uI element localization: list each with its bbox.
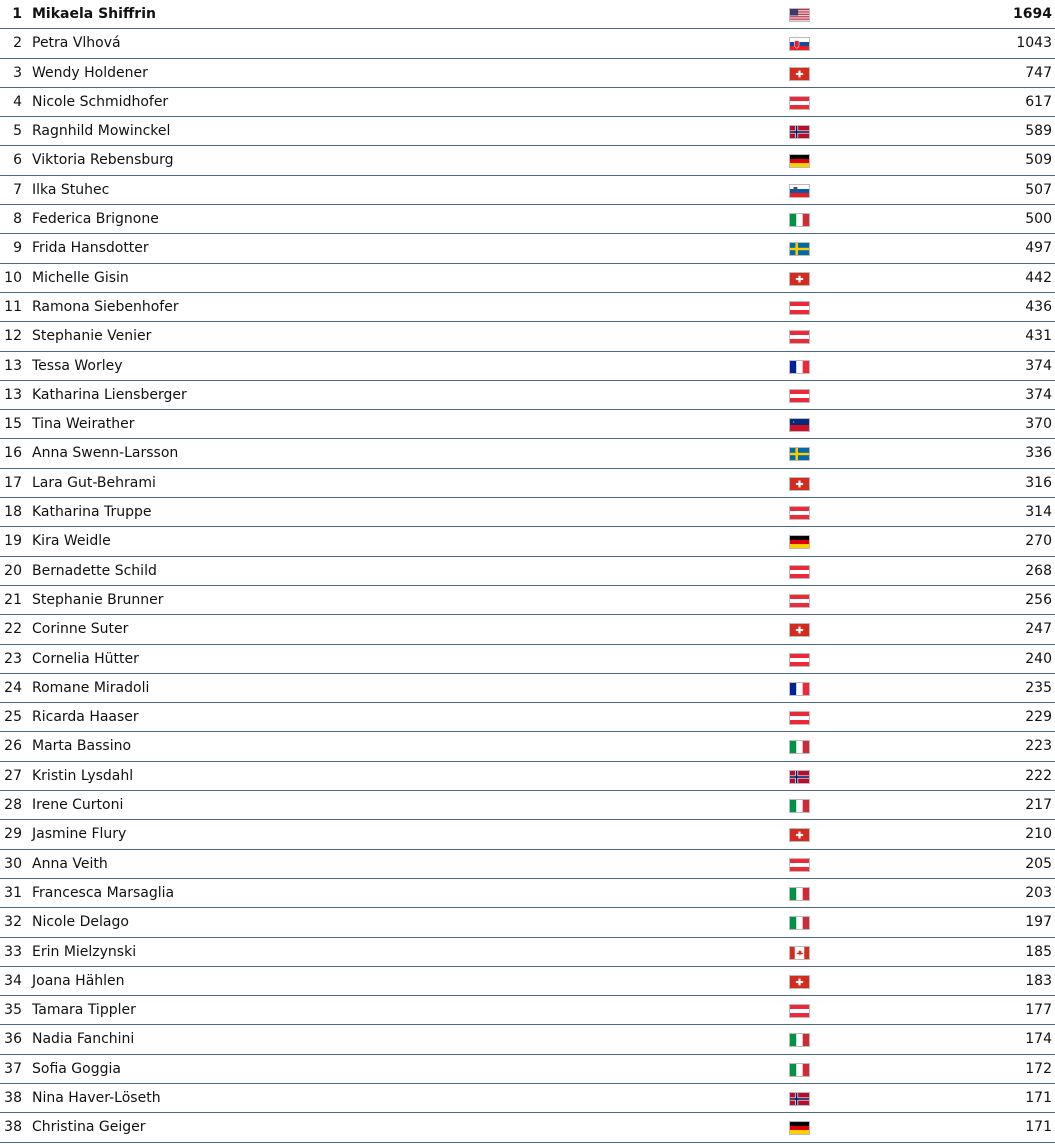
table-row xyxy=(0,879,1055,908)
table-row xyxy=(0,322,1055,351)
table-row xyxy=(0,703,1055,732)
rank-cell: 38 xyxy=(4,1089,22,1106)
points-cell: 436 xyxy=(1025,298,1052,315)
rank-cell: 34 xyxy=(4,972,22,989)
athlete-name: Cornelia Hütter xyxy=(32,650,139,667)
austria-flag-icon xyxy=(789,330,810,344)
athlete-name: Anna Veith xyxy=(32,855,108,872)
table-row xyxy=(0,59,1055,88)
rank-cell: 31 xyxy=(4,884,22,901)
athlete-name: Erin Mielzynski xyxy=(32,943,137,960)
sweden-flag-icon xyxy=(789,242,810,256)
table-row xyxy=(0,615,1055,644)
switzerland-flag-icon xyxy=(789,272,810,286)
points-cell: 316 xyxy=(1025,474,1052,491)
rank-cell: 12 xyxy=(4,328,22,345)
points-cell: 171 xyxy=(1025,1089,1052,1106)
athlete-name: Stephanie Venier xyxy=(32,328,152,345)
rank-cell: 15 xyxy=(4,416,22,433)
table-row xyxy=(0,352,1055,381)
rank-cell: 18 xyxy=(4,504,22,521)
athlete-name: Francesca Marsaglia xyxy=(32,884,175,901)
switzerland-flag-icon xyxy=(789,67,810,81)
rank-cell: 26 xyxy=(4,738,22,755)
germany-flag-icon xyxy=(789,535,810,549)
rank-cell: 35 xyxy=(4,1002,22,1019)
rank-cell: 32 xyxy=(4,914,22,931)
switzerland-flag-icon xyxy=(789,623,810,637)
athlete-name: Bernadette Schild xyxy=(32,562,157,579)
points-cell: 509 xyxy=(1025,152,1052,169)
table-row xyxy=(0,762,1055,791)
germany-flag-icon xyxy=(789,1121,810,1135)
athlete-name: Ramona Siebenhofer xyxy=(32,298,179,315)
norway-flag-icon xyxy=(789,125,810,139)
points-cell: 247 xyxy=(1025,621,1052,638)
athlete-name: Wendy Holdener xyxy=(32,64,148,81)
points-cell: 171 xyxy=(1025,1119,1052,1136)
table-row xyxy=(0,146,1055,175)
points-cell: 1694 xyxy=(1013,6,1052,22)
austria-flag-icon xyxy=(789,506,810,520)
rank-cell: 27 xyxy=(4,767,22,784)
athlete-name: Katharina Liensberger xyxy=(32,386,187,403)
canada-flag-icon xyxy=(789,946,810,960)
athlete-name: Federica Brignone xyxy=(32,211,159,228)
rank-cell: 8 xyxy=(13,211,22,228)
rank-cell: 13 xyxy=(4,386,22,403)
switzerland-flag-icon xyxy=(789,828,810,842)
athlete-name: Marta Bassino xyxy=(32,738,132,755)
athlete-name: Romane Miradoli xyxy=(32,679,150,696)
table-row xyxy=(0,645,1055,674)
athlete-name: Nina Haver-Löseth xyxy=(32,1089,161,1106)
rank-cell: 33 xyxy=(4,943,22,960)
athlete-name: Michelle Gisin xyxy=(32,269,129,286)
rank-cell: 6 xyxy=(13,152,22,169)
rank-cell: 28 xyxy=(4,797,22,814)
rank-cell: 10 xyxy=(4,269,22,286)
table-row xyxy=(0,820,1055,849)
rank-cell: 2 xyxy=(13,35,22,52)
points-cell: 374 xyxy=(1025,357,1052,374)
table-row xyxy=(0,293,1055,322)
points-cell: 240 xyxy=(1025,650,1052,667)
athlete-name: Irene Curtoni xyxy=(32,797,124,814)
athlete-name: Ragnhild Mowinckel xyxy=(32,123,171,140)
table-row xyxy=(0,732,1055,761)
points-cell: 1043 xyxy=(1016,35,1052,52)
points-cell: 183 xyxy=(1025,972,1052,989)
athlete-name: Kristin Lysdahl xyxy=(32,767,134,784)
athlete-name: Viktoria Rebensburg xyxy=(32,152,174,169)
austria-flag-icon xyxy=(789,389,810,403)
slovenia-flag-icon xyxy=(789,184,810,198)
points-cell: 374 xyxy=(1025,386,1052,403)
table-row xyxy=(0,527,1055,556)
athlete-name: Stephanie Brunner xyxy=(32,591,164,608)
table-row xyxy=(0,205,1055,234)
table-row xyxy=(0,498,1055,527)
table-row xyxy=(0,29,1055,58)
rank-cell: 13 xyxy=(4,357,22,374)
table-row xyxy=(0,967,1055,996)
points-cell: 500 xyxy=(1025,211,1052,228)
italy-flag-icon xyxy=(789,799,810,813)
athlete-name: Nadia Fanchini xyxy=(32,1031,135,1048)
france-flag-icon xyxy=(789,682,810,696)
table-row xyxy=(0,1113,1055,1142)
points-cell: 268 xyxy=(1025,562,1052,579)
points-cell: 210 xyxy=(1025,826,1052,843)
austria-flag-icon xyxy=(789,96,810,110)
table-row xyxy=(0,0,1055,29)
athlete-name: Nicole Schmidhofer xyxy=(32,93,169,110)
italy-flag-icon xyxy=(789,1063,810,1077)
table-row xyxy=(0,117,1055,146)
points-cell: 431 xyxy=(1025,328,1052,345)
rank-cell: 30 xyxy=(4,855,22,872)
points-cell: 185 xyxy=(1025,943,1052,960)
france-flag-icon xyxy=(789,360,810,374)
rank-cell: 38 xyxy=(4,1119,22,1136)
table-row xyxy=(0,850,1055,879)
italy-flag-icon xyxy=(789,887,810,901)
rank-cell: 24 xyxy=(4,679,22,696)
austria-flag-icon xyxy=(789,858,810,872)
austria-flag-icon xyxy=(789,565,810,579)
table-row xyxy=(0,1084,1055,1113)
points-cell: 370 xyxy=(1025,416,1052,433)
table-row xyxy=(0,1055,1055,1084)
switzerland-flag-icon xyxy=(789,975,810,989)
table-row xyxy=(0,381,1055,410)
sweden-flag-icon xyxy=(789,447,810,461)
athlete-name: Frida Hansdotter xyxy=(32,240,149,257)
table-row xyxy=(0,410,1055,439)
table-row xyxy=(0,586,1055,615)
points-cell: 747 xyxy=(1025,64,1052,81)
table-row xyxy=(0,1025,1055,1054)
austria-flag-icon xyxy=(789,594,810,608)
rank-cell: 1 xyxy=(12,6,22,22)
points-cell: 507 xyxy=(1025,181,1052,198)
athlete-name: Joana Hählen xyxy=(32,972,125,989)
points-cell: 256 xyxy=(1025,591,1052,608)
rank-cell: 25 xyxy=(4,709,22,726)
points-cell: 205 xyxy=(1025,855,1052,872)
italy-flag-icon xyxy=(789,1033,810,1047)
athlete-name: Jasmine Flury xyxy=(32,826,127,843)
table-row xyxy=(0,88,1055,117)
norway-flag-icon xyxy=(789,770,810,784)
points-cell: 336 xyxy=(1025,445,1052,462)
austria-flag-icon xyxy=(789,711,810,725)
table-row xyxy=(0,791,1055,820)
points-cell: 497 xyxy=(1025,240,1052,257)
points-cell: 229 xyxy=(1025,709,1052,726)
austria-flag-icon xyxy=(789,653,810,667)
rank-cell: 7 xyxy=(13,181,22,198)
rank-cell: 29 xyxy=(4,826,22,843)
slovakia-flag-icon xyxy=(789,37,810,51)
norway-flag-icon xyxy=(789,1092,810,1106)
liechtenstein-flag-icon xyxy=(789,418,810,432)
athlete-name: Corinne Suter xyxy=(32,621,129,638)
athlete-name: Sofia Goggia xyxy=(32,1060,121,1077)
points-cell: 223 xyxy=(1025,738,1052,755)
table-row xyxy=(0,557,1055,586)
rank-cell: 19 xyxy=(4,533,22,550)
table-row xyxy=(0,234,1055,263)
athlete-name: Petra Vlhová xyxy=(32,35,121,52)
rank-cell: 36 xyxy=(4,1031,22,1048)
rank-cell: 37 xyxy=(4,1060,22,1077)
points-cell: 442 xyxy=(1025,269,1052,286)
rank-cell: 23 xyxy=(4,650,22,667)
points-cell: 217 xyxy=(1025,797,1052,814)
germany-flag-icon xyxy=(789,154,810,168)
athlete-name: Mikaela Shiffrin xyxy=(32,6,156,22)
athlete-name: Kira Weidle xyxy=(32,533,111,550)
athlete-name: Ilka Stuhec xyxy=(32,181,110,198)
rank-cell: 4 xyxy=(13,93,22,110)
rank-cell: 9 xyxy=(13,240,22,257)
table-row xyxy=(0,996,1055,1025)
points-cell: 270 xyxy=(1025,533,1052,550)
rank-cell: 20 xyxy=(4,562,22,579)
athlete-name: Katharina Truppe xyxy=(32,504,152,521)
table-row xyxy=(0,264,1055,293)
italy-flag-icon xyxy=(789,213,810,227)
table-row xyxy=(0,908,1055,937)
italy-flag-icon xyxy=(789,916,810,930)
rank-cell: 22 xyxy=(4,621,22,638)
athlete-name: Anna Swenn-Larsson xyxy=(32,445,179,462)
table-row xyxy=(0,674,1055,703)
points-cell: 197 xyxy=(1025,914,1052,931)
athlete-name: Lara Gut-Behrami xyxy=(32,474,156,491)
table-row xyxy=(0,938,1055,967)
rank-cell: 5 xyxy=(13,123,22,140)
athlete-name: Christina Geiger xyxy=(32,1119,146,1136)
rank-cell: 16 xyxy=(4,445,22,462)
table-row xyxy=(0,176,1055,205)
points-cell: 203 xyxy=(1025,884,1052,901)
switzerland-flag-icon xyxy=(789,477,810,491)
athlete-name: Ricarda Haaser xyxy=(32,709,139,726)
rank-cell: 21 xyxy=(4,591,22,608)
points-cell: 589 xyxy=(1025,123,1052,140)
austria-flag-icon xyxy=(789,301,810,315)
table-row xyxy=(0,439,1055,468)
athlete-name: Tina Weirather xyxy=(32,416,135,433)
austria-flag-icon xyxy=(789,1004,810,1018)
athlete-name: Tamara Tippler xyxy=(32,1002,136,1019)
points-cell: 314 xyxy=(1025,504,1052,521)
rank-cell: 11 xyxy=(4,298,22,315)
points-cell: 617 xyxy=(1025,93,1052,110)
athlete-name: Tessa Worley xyxy=(32,357,123,374)
usa-flag-icon xyxy=(789,8,810,22)
points-cell: 222 xyxy=(1025,767,1052,784)
athlete-name: Nicole Delago xyxy=(32,914,129,931)
points-cell: 235 xyxy=(1025,679,1052,696)
rank-cell: 3 xyxy=(13,64,22,81)
rank-cell: 17 xyxy=(4,474,22,491)
table-row xyxy=(0,469,1055,498)
points-cell: 174 xyxy=(1025,1031,1052,1048)
points-cell: 177 xyxy=(1025,1002,1052,1019)
points-cell: 172 xyxy=(1025,1060,1052,1077)
italy-flag-icon xyxy=(789,740,810,754)
